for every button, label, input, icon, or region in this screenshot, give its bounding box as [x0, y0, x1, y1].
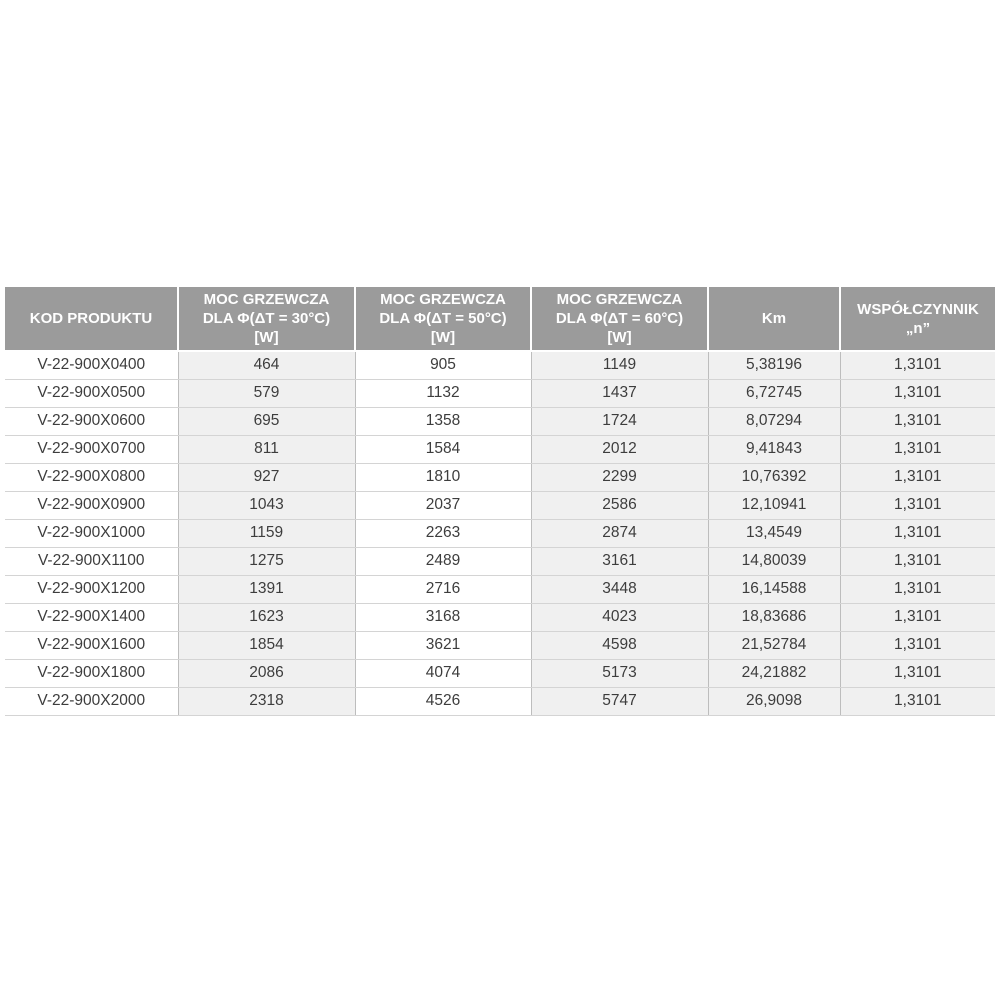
cell-moc-grzewcza-30: 1043	[178, 491, 355, 519]
cell-km: 6,72745	[708, 379, 840, 407]
column-header-wspolczynnik-n	[840, 287, 995, 351]
cell-kod-produktu: V-22-900X1100	[5, 547, 178, 575]
cell-moc-grzewcza-50: 1132	[355, 379, 531, 407]
cell-moc-grzewcza-60: 5173	[531, 659, 708, 687]
cell-km: 24,21882	[708, 659, 840, 687]
cell-moc-grzewcza-50: 2037	[355, 491, 531, 519]
product-spec-table	[5, 287, 995, 716]
cell-moc-grzewcza-30: 927	[178, 463, 355, 491]
cell-wspolczynnik-n: 1,3101	[840, 659, 995, 687]
table-row	[5, 463, 995, 491]
cell-moc-grzewcza-30: 1391	[178, 575, 355, 603]
table-row	[5, 351, 995, 379]
table-row	[5, 687, 995, 715]
cell-km: 5,38196	[708, 351, 840, 379]
cell-moc-grzewcza-50: 2489	[355, 547, 531, 575]
cell-km: 21,52784	[708, 631, 840, 659]
cell-moc-grzewcza-60: 2586	[531, 491, 708, 519]
cell-kod-produktu: V-22-900X0500	[5, 379, 178, 407]
cell-moc-grzewcza-50: 4074	[355, 659, 531, 687]
table-row	[5, 435, 995, 463]
cell-wspolczynnik-n: 1,3101	[840, 631, 995, 659]
cell-moc-grzewcza-30: 579	[178, 379, 355, 407]
cell-kod-produktu: V-22-900X1200	[5, 575, 178, 603]
cell-moc-grzewcza-30: 1159	[178, 519, 355, 547]
cell-moc-grzewcza-50: 1810	[355, 463, 531, 491]
cell-moc-grzewcza-50: 1358	[355, 407, 531, 435]
column-header-km	[708, 287, 840, 351]
cell-moc-grzewcza-30: 2086	[178, 659, 355, 687]
column-header-line: MOC GRZEWCZA	[556, 291, 683, 308]
column-header-moc-grzewcza-30	[178, 287, 355, 351]
table-row	[5, 603, 995, 631]
column-header-line: [W]	[254, 329, 279, 346]
cell-wspolczynnik-n: 1,3101	[840, 435, 995, 463]
column-header-line: WSPÓŁCZYNNIK	[857, 300, 979, 318]
cell-moc-grzewcza-50: 4526	[355, 687, 531, 715]
cell-moc-grzewcza-30: 695	[178, 407, 355, 435]
cell-wspolczynnik-n: 1,3101	[840, 547, 995, 575]
cell-wspolczynnik-n: 1,3101	[840, 491, 995, 519]
cell-km: 16,14588	[708, 575, 840, 603]
cell-wspolczynnik-n: 1,3101	[840, 603, 995, 631]
table-row	[5, 379, 995, 407]
table-row	[5, 631, 995, 659]
cell-moc-grzewcza-50: 1584	[355, 435, 531, 463]
table-row	[5, 547, 995, 575]
product-spec-table-wrap	[5, 287, 995, 716]
table-body	[5, 351, 995, 715]
cell-wspolczynnik-n: 1,3101	[840, 575, 995, 603]
table-head	[5, 287, 995, 351]
cell-moc-grzewcza-50: 905	[355, 351, 531, 379]
cell-moc-grzewcza-60: 1724	[531, 407, 708, 435]
column-header-line: DLA Φ(ΔT = 50°C)	[379, 310, 507, 327]
column-header-line: KOD PRODUKTU	[29, 310, 153, 327]
cell-moc-grzewcza-60: 2874	[531, 519, 708, 547]
cell-wspolczynnik-n: 1,3101	[840, 687, 995, 715]
cell-km: 14,80039	[708, 547, 840, 575]
column-header-moc-grzewcza-60	[531, 287, 708, 351]
cell-moc-grzewcza-30: 1854	[178, 631, 355, 659]
cell-moc-grzewcza-60: 3448	[531, 575, 708, 603]
column-header-line: „n”	[905, 319, 931, 337]
table-row	[5, 659, 995, 687]
column-header-line: [W]	[430, 329, 456, 346]
table-row	[5, 519, 995, 547]
table-row	[5, 407, 995, 435]
cell-moc-grzewcza-60: 4598	[531, 631, 708, 659]
cell-km: 18,83686	[708, 603, 840, 631]
cell-wspolczynnik-n: 1,3101	[840, 407, 995, 435]
cell-kod-produktu: V-22-900X2000	[5, 687, 178, 715]
table-row	[5, 491, 995, 519]
column-header-kod-produktu	[5, 287, 178, 351]
cell-km: 12,10941	[708, 491, 840, 519]
cell-kod-produktu: V-22-900X1400	[5, 603, 178, 631]
cell-moc-grzewcza-50: 2263	[355, 519, 531, 547]
cell-moc-grzewcza-60: 1149	[531, 351, 708, 379]
cell-kod-produktu: V-22-900X1000	[5, 519, 178, 547]
cell-moc-grzewcza-60: 4023	[531, 603, 708, 631]
cell-moc-grzewcza-30: 1275	[178, 547, 355, 575]
column-header-moc-grzewcza-50	[355, 287, 531, 351]
cell-wspolczynnik-n: 1,3101	[840, 519, 995, 547]
cell-moc-grzewcza-60: 3161	[531, 547, 708, 575]
cell-moc-grzewcza-50: 2716	[355, 575, 531, 603]
cell-kod-produktu: V-22-900X0400	[5, 351, 178, 379]
cell-moc-grzewcza-60: 1437	[531, 379, 708, 407]
column-header-line: [W]	[607, 329, 632, 346]
table-header-row	[5, 287, 995, 351]
cell-wspolczynnik-n: 1,3101	[840, 351, 995, 379]
cell-moc-grzewcza-50: 3168	[355, 603, 531, 631]
cell-moc-grzewcza-60: 5747	[531, 687, 708, 715]
cell-moc-grzewcza-50: 3621	[355, 631, 531, 659]
column-header-line: MOC GRZEWCZA	[380, 291, 506, 308]
table-row	[5, 575, 995, 603]
cell-kod-produktu: V-22-900X0600	[5, 407, 178, 435]
cell-kod-produktu: V-22-900X0800	[5, 463, 178, 491]
cell-kod-produktu: V-22-900X0900	[5, 491, 178, 519]
cell-wspolczynnik-n: 1,3101	[840, 463, 995, 491]
cell-km: 8,07294	[708, 407, 840, 435]
cell-moc-grzewcza-30: 1623	[178, 603, 355, 631]
cell-kod-produktu: V-22-900X0700	[5, 435, 178, 463]
cell-km: 26,9098	[708, 687, 840, 715]
column-header-line: Km	[761, 310, 787, 327]
cell-moc-grzewcza-30: 2318	[178, 687, 355, 715]
cell-kod-produktu: V-22-900X1600	[5, 631, 178, 659]
cell-wspolczynnik-n: 1,3101	[840, 379, 995, 407]
cell-km: 9,41843	[708, 435, 840, 463]
cell-kod-produktu: V-22-900X1800	[5, 659, 178, 687]
column-header-line: DLA Φ(ΔT = 60°C)	[555, 310, 684, 327]
cell-km: 10,76392	[708, 463, 840, 491]
cell-moc-grzewcza-60: 2299	[531, 463, 708, 491]
cell-moc-grzewcza-30: 464	[178, 351, 355, 379]
column-header-line: MOC GRZEWCZA	[203, 291, 330, 308]
column-header-line: DLA Φ(ΔT = 30°C)	[202, 310, 331, 327]
cell-km: 13,4549	[708, 519, 840, 547]
cell-moc-grzewcza-60: 2012	[531, 435, 708, 463]
cell-moc-grzewcza-30: 811	[178, 435, 355, 463]
